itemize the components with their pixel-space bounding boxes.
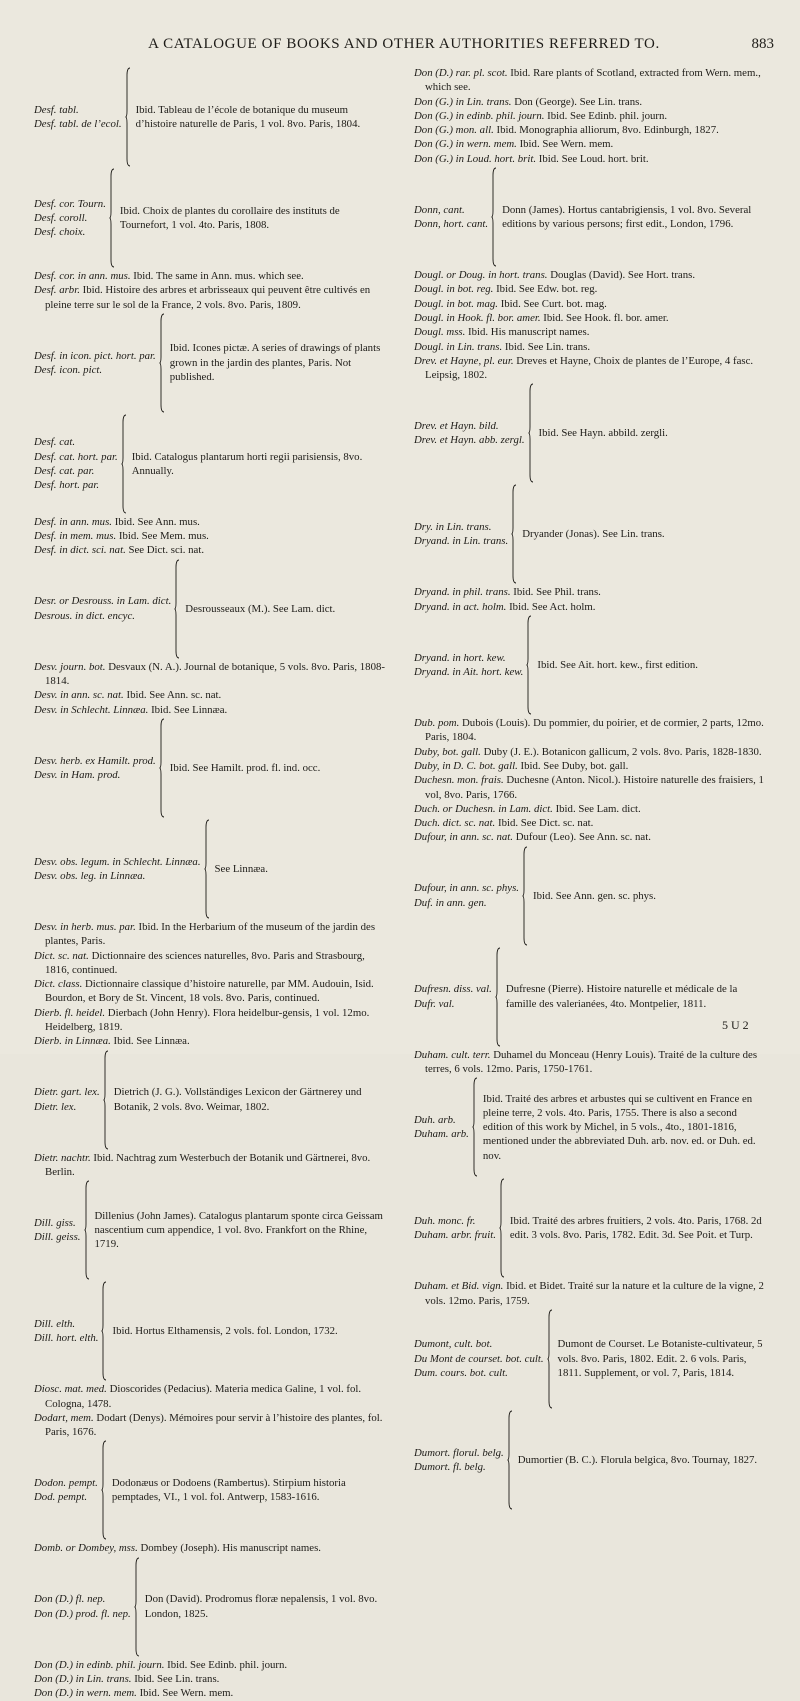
brace [511, 484, 517, 584]
entry-description: Ibid. Tableau de l’école de botanique du museum d’histoire naturelle de Paris, 1 vol. 8vo. Paris, 1804. [135, 103, 361, 130]
entry-description: Ibid. Traité des arbres et arbustes qui se cultivent en France en pleine terre, 2 vols. 4to. Paris, 1755. There is also a second edition of this work by Michel, in 5 vols., 4to., 1801-1816, mentioned under the abbreviated Duh. arb. nov. ed. or Duh. ed. nov. [482, 1092, 756, 1162]
brace-icon [507, 1410, 513, 1510]
abbreviation: Dryand. in act. holm. [414, 600, 507, 613]
brace-icon [526, 615, 532, 715]
brace [547, 1309, 553, 1409]
abbreviation: Dumort. florul. belg. [414, 1446, 504, 1459]
brace-icon [101, 1440, 107, 1540]
brace [204, 819, 210, 919]
abbreviation: Dict. sc. nat. [34, 949, 89, 962]
abbreviation-list [34, 197, 106, 240]
running-header [34, 36, 774, 58]
abbreviation: Don (D.) rar. pl. scot. [414, 67, 508, 79]
abbreviation: Dill. hort. elth. [34, 1332, 99, 1345]
entry-description: See Dict. sci. nat. [128, 544, 205, 557]
entry-description: Ibid. The same in Ann. mus. which see. [133, 270, 304, 282]
abbreviation: Desv. herb. ex Hamilt. prod. [34, 754, 156, 767]
catalogue-entry [414, 600, 769, 614]
catalogue-entry [414, 340, 769, 354]
entry-description: Duchesne (Anton. Nicol.). Histoire naturelle des fraisiers, 1 vol, 8vo. Paris, 1766. [425, 774, 764, 801]
entry-description: Dufresne (Pierre). Histoire naturelle et médicale de la famille des valerianées, 4to. Montpelier, 1811. [505, 983, 738, 1010]
entry-description: See Linnæa. [214, 862, 268, 875]
entry-description: Dictionnaire classique d’histoire naturelle, par MM. Audouin, Isid. Bourdon, et Bory de St. Vincent, 18 vols. 8vo. Paris, continued. [45, 978, 374, 1005]
brace [495, 947, 501, 1047]
bracketed-entry [414, 167, 769, 267]
abbreviation: Dufour, in ann. sc. nat. [414, 831, 513, 844]
entry-description: Ibid. See Linnæa. [113, 1035, 190, 1048]
catalogue-entry [414, 585, 769, 599]
bracketed-entry [34, 414, 389, 514]
abbreviation: Dumort. fl. belg. [414, 1460, 486, 1473]
abbreviation: Duchesn. mon. frais. [414, 774, 504, 787]
entry-description: Ibid. See Curt. bot. mag. [500, 297, 607, 310]
abbreviation: Don (D.) in Lin. trans. [34, 1673, 132, 1686]
abbreviation: Dougl. in Hook. fl. bor. amer. [414, 311, 541, 324]
brace [528, 383, 534, 483]
catalogue-entry [414, 759, 769, 773]
entry-description: Ibid. See Hayn. abbild. zergli. [538, 427, 668, 440]
bracketed-entry [414, 1410, 769, 1510]
abbreviation: Dufour, in ann. sc. phys. [414, 882, 519, 895]
bracketed-entry [34, 559, 389, 659]
catalogue-entry [414, 1279, 769, 1308]
brace-icon [495, 947, 501, 1047]
catalogue-entry [414, 311, 769, 325]
brace [109, 168, 115, 268]
abbreviation: Duby, bot. gall. [414, 745, 481, 758]
catalogue-entry [34, 1034, 389, 1048]
catalogue-entry [34, 1541, 389, 1555]
entry-description: Donn (James). Hortus cantabrigiensis, 1 vol. 8vo. Several editions by various persons; first edit., London, 1796. [502, 203, 752, 231]
catalogue-entry [414, 282, 769, 296]
entry-description: Ibid. See Ann. sc. nat. [126, 689, 222, 702]
brace [101, 1440, 107, 1540]
abbreviation: Dum. cours. bot. cult. [414, 1367, 508, 1380]
abbreviation: Duby, in D. C. bot. gall. [414, 759, 518, 772]
entry-description: Dombey (Joseph). His manuscript names. [140, 1542, 322, 1555]
catalogue-entry [414, 268, 769, 282]
abbreviation-list [414, 419, 525, 448]
abbreviation: Duf. in ann. gen. [414, 896, 487, 909]
catalogue-entry [414, 745, 769, 759]
entry-description: Ibid. See Edinb. phil. journ. [167, 1658, 288, 1671]
brace-icon [84, 1180, 90, 1280]
brace-icon [134, 1557, 140, 1657]
bracketed-entry [414, 615, 769, 715]
abbreviation: Dill. giss. [34, 1216, 76, 1229]
entry-description: Ibid. Catalogus plantarum horti regii parisiensis, 8vo. Annually. [131, 450, 363, 477]
brace [159, 718, 165, 818]
abbreviation: Dietr. lex. [34, 1100, 77, 1113]
entry-description: Dodart (Denys). Mémoires pour servir à l’histoire des plantes, fol. Paris, 1676. [45, 1411, 383, 1439]
entry-description: Dodonæus or Dodoens (Rambertus). Stirpium historia pemptades, VI., 1 vol. fol. Antwerp, 1583-1616. [111, 1477, 346, 1504]
abbreviation: Dodon. pempt. [34, 1477, 98, 1490]
bracketed-entry [34, 313, 389, 413]
brace [84, 1180, 90, 1280]
entry-description: Ibid. See Hook. fl. bor. amer. [543, 311, 669, 324]
brace-icon [204, 819, 210, 919]
brace-icon [547, 1309, 553, 1409]
abbreviation: Dod. pempt. [34, 1491, 88, 1504]
abbreviation-list [414, 1214, 496, 1243]
bracketed-entry [414, 1309, 769, 1409]
abbreviation: Dodart, mem. [34, 1411, 94, 1424]
brace-icon [522, 846, 528, 946]
bracketed-entry [414, 846, 769, 946]
entry-description: Ibid. Icones pictæ. A series of drawings of plants grown in the jardin des plantes, Paris. Not published. [169, 342, 381, 384]
entry-description: Dufour (Leo). See Ann. sc. nat. [515, 831, 651, 844]
abbreviation: Dougl. in bot. reg. [414, 283, 494, 296]
brace-icon [109, 168, 115, 268]
abbreviation: Desf. coroll. [34, 211, 88, 224]
catalogue-entry [34, 920, 389, 949]
abbreviation: Dierb. in Linnæa. [34, 1035, 111, 1048]
abbreviation: Duh. arb. [414, 1114, 456, 1127]
abbreviation-list [414, 1113, 469, 1142]
entry-description: Ibid. His manuscript names. [468, 326, 590, 339]
catalogue-entry [414, 802, 769, 816]
catalogue-entry [414, 109, 769, 123]
entry-description: Ibid. See Lin. trans. [134, 1673, 220, 1686]
brace [499, 1178, 505, 1278]
entry-description: Ibid. Monographia alliorum, 8vo. Edinburgh, 1827. [496, 124, 719, 137]
entry-description: Dioscorides (Pedacius). Materia medica Galine, 1 vol. fol. Cologna, 1478. [45, 1383, 362, 1410]
abbreviation-list [34, 1216, 81, 1245]
brace [174, 559, 180, 659]
catalogue-entry [34, 269, 389, 283]
abbreviation-list [414, 520, 508, 549]
entry-description: Dreves et Hayne, Choix de plantes de l’Europe, 4 fasc. Leipsig, 1802. [425, 354, 754, 382]
abbreviation: Dict. class. [34, 978, 83, 991]
abbreviation-list [34, 1592, 131, 1621]
entry-description: Ibid. See Ann. gen. sc. phys. [532, 889, 656, 902]
abbreviation: Duch. dict. sc. nat. [414, 817, 496, 830]
abbreviation: Desf. choix. [34, 226, 86, 239]
entry-description: Ibid. In the Herbarium of the museum of the jardin des plantes, Paris. [45, 920, 376, 948]
catalogue-entry [414, 297, 769, 311]
abbreviation-list [34, 1085, 100, 1114]
abbreviation: Desf. in dict. sci. nat. [34, 544, 126, 557]
entry-description: Ibid. See Wern. mem. [139, 1687, 234, 1700]
entry-description: Ibid. See Linnæa. [151, 703, 228, 716]
catalogue-entry [34, 977, 389, 1006]
abbreviation-list [34, 1317, 98, 1346]
entry-description: Ibid. Traité des arbres fruitiers, 2 vols. 4to. Paris, 1768. 2d edit. 3 vols. 8vo. Paris, 1782. Edit. 3d. See Poit. et Turp. [509, 1215, 762, 1242]
abbreviation-list [34, 435, 118, 492]
abbreviation: Desf. cat. [34, 436, 76, 449]
abbreviation-list [34, 754, 156, 783]
entry-description: Dryander (Jonas). See Lin. trans. [522, 528, 665, 541]
brace-icon [499, 1178, 505, 1278]
catalogue-entry [34, 688, 389, 702]
abbreviation: Dryand. in Ait. hort. kew. [414, 666, 524, 679]
abbreviation-list [414, 881, 519, 910]
catalogue-entry [34, 529, 389, 543]
brace-icon [472, 1077, 478, 1177]
abbreviation: Don (D.) fl. nep. [34, 1593, 106, 1606]
entry-description: Ibid. See Phil. trans. [513, 586, 601, 599]
abbreviation: Desv. in Ham. prod. [34, 768, 121, 781]
abbreviation: Desrous. in dict. encyc. [34, 609, 135, 622]
entry-description: Dubois (Louis). Du pommier, du poirier, et de cormier, 2 parts, 12mo. Paris, 1804. [425, 717, 764, 744]
brace [134, 1557, 140, 1657]
brace-icon [159, 718, 165, 818]
abbreviation: Don (G.) mon. all. [414, 124, 494, 137]
brace [103, 1050, 109, 1150]
abbreviation-list [34, 855, 201, 884]
abbreviation: Dougl. or Doug. in hort. trans. [414, 269, 548, 282]
abbreviation: Don (G.) in wern. mem. [414, 138, 517, 151]
page-number: 883 [751, 36, 774, 52]
brace [125, 67, 131, 167]
bracketed-entry [34, 1281, 389, 1381]
left-column [34, 66, 389, 1701]
abbreviation: Dill. geiss. [34, 1231, 81, 1244]
bracketed-entry [414, 383, 769, 483]
abbreviation: Diosc. mat. med. [34, 1383, 107, 1396]
entry-description: Ibid. See Hamilt. prod. fl. ind. occ. [169, 761, 321, 774]
abbreviation: Don (G.) in Lin. trans. [414, 95, 512, 108]
entry-description: Ibid. Rare plants of Scotland, extracted from Wern. mem., which see. [425, 67, 761, 94]
brace-icon [121, 414, 127, 514]
abbreviation: Duh. monc. fr. [414, 1215, 476, 1228]
abbreviation: Desv. in ann. sc. nat. [34, 689, 124, 702]
entry-description: Ibid. See Mem. mus. [118, 530, 209, 543]
abbreviation: Desf. tabl. de l’ecol. [34, 118, 122, 130]
abbreviation: Desf. hort. par. [34, 479, 100, 492]
brace-icon [528, 383, 534, 483]
entry-description: Ibid. Histoire des arbres et arbrisseaux qui peuvent être cultivés en pleine terre sur le sol de la France, 2 vols. 8vo. Paris, 1809. [45, 284, 371, 311]
entry-description: Ibid. Nachtrag zum Westerbuch der Botanik und Gärtnerei, 8vo. Berlin. [45, 1151, 371, 1178]
catalogue-entry [414, 1048, 769, 1077]
abbreviation: Desr. or Desrouss. in Lam. dict. [34, 595, 172, 608]
catalogue-entry [34, 283, 389, 312]
entry-description: Ibid. See Edw. bot. reg. [496, 283, 598, 296]
catalogue-entry [34, 1672, 389, 1686]
catalogue-entry [34, 1006, 389, 1035]
abbreviation: Desf. in icon. pict. hort. par. [34, 349, 156, 362]
catalogue-entry [414, 137, 769, 151]
abbreviation-list [34, 349, 156, 378]
abbreviation: Duham. cult. terr. [414, 1048, 491, 1061]
abbreviation: Desf. cat. par. [34, 464, 95, 477]
abbreviation: Don (D.) in edinb. phil. journ. [34, 1658, 165, 1671]
catalogue-entry [414, 716, 769, 745]
abbreviation: Dufr. val. [414, 997, 455, 1010]
brace [121, 414, 127, 514]
abbreviation-list [414, 203, 488, 232]
abbreviation: Desf. icon. pict. [34, 363, 103, 376]
entry-description: Duby (J. E.). Botanicon gallicum, 2 vols. 8vo. Paris, 1828-1830. [483, 745, 762, 758]
brace-icon [101, 1281, 107, 1381]
abbreviation: Duham. arbr. fruit. [414, 1229, 496, 1242]
abbreviation: Dietr. nachtr. [34, 1151, 91, 1164]
catalogue-entry [34, 1686, 389, 1700]
abbreviation: Dub. pom. [414, 717, 460, 730]
abbreviation: Duham. arb. [414, 1128, 469, 1141]
brace-icon [174, 559, 180, 659]
catalogue-entry [34, 543, 389, 557]
entry-description: Ibid. See Act. holm. [509, 600, 596, 613]
abbreviation: Donn, hort. cant. [414, 218, 489, 231]
catalogue-entry [34, 1151, 389, 1180]
brace [159, 313, 165, 413]
abbreviation: Dryand. in Lin. trans. [414, 535, 509, 548]
abbreviation: Desf. cor. in ann. mus. [34, 270, 131, 282]
abbreviation-list [34, 594, 171, 623]
abbreviation: Dryand. in hort. kew. [414, 651, 506, 664]
abbreviation: Drev. et Hayn. abb. zergl. [414, 434, 525, 447]
abbreviation: Desf. in mem. mus. [34, 530, 117, 543]
entry-description: Ibid. See Duby, bot. gall. [520, 759, 629, 772]
catalogue-entry [414, 325, 769, 339]
entry-description: Ibid. See Dict. sc. nat. [497, 817, 594, 830]
entry-description: Ibid. See Edinb. phil. journ. [547, 109, 668, 122]
abbreviation: Dougl. in bot. mag. [414, 297, 498, 310]
bracketed-entry [34, 1180, 389, 1280]
brace-icon [159, 313, 165, 413]
abbreviation: Desf. cat. hort. par. [34, 450, 118, 463]
bracketed-entry [414, 484, 769, 584]
abbreviation: Duch. or Duchesn. in Lam. dict. [414, 802, 553, 815]
abbreviation: Desf. in ann. mus. [34, 515, 112, 528]
catalogue-entry [34, 1382, 389, 1411]
abbreviation-list [34, 103, 122, 132]
entry-description: Dietrich (J. G.). Vollständiges Lexicon der Gärtnerey und Botanik, 2 vols. 8vo. Weimar, 1802. [113, 1086, 362, 1113]
abbreviation: Domb. or Dombey, mss. [34, 1542, 138, 1555]
right-column [414, 66, 769, 1511]
abbreviation: Du Mont de courset. bot. cult. [414, 1352, 544, 1365]
abbreviation: Desf. tabl. [34, 103, 79, 116]
entry-description: Ibid. Hortus Elthamensis, 2 vols. fol. London, 1732. [112, 1325, 338, 1338]
abbreviation: Dietr. gart. lex. [34, 1086, 100, 1099]
abbreviation: Don (G.) in Loud. hort. brit. [414, 152, 537, 165]
catalogue-entry [414, 816, 769, 830]
catalogue-entry [414, 152, 769, 166]
bracketed-entry [414, 947, 769, 1047]
entry-description: Douglas (David). See Hort. trans. [550, 269, 696, 282]
abbreviation: Desv. obs. leg. in Linnæa. [34, 869, 146, 882]
entry-description: Dillenius (John James). Catalogus plantarum sponte circa Geissam nascentium cum appendice, 1 vol. 8vo. Frankfort on the Rhine, 1719. [94, 1209, 383, 1251]
entry-description: Ibid. See Wern. mem. [519, 138, 614, 151]
brace-icon [511, 484, 517, 584]
entry-description: Ibid. et Bidet. Traité sur la nature et la culture de la vigne, 2 vols. 12mo. Paris, 1759. [425, 1280, 764, 1307]
brace [522, 846, 528, 946]
entry-description: Dictionnaire des sciences naturelles, 8vo. Paris and Strasbourg, 1816, continued. [45, 949, 365, 976]
abbreviation: Duham. et Bid. vign. [414, 1280, 504, 1293]
brace-icon [491, 167, 497, 267]
abbreviation: Desf. arbr. [34, 284, 80, 297]
catalogue-entry [414, 95, 769, 109]
brace-icon [103, 1050, 109, 1150]
entry-description: Don (David). Prodromus floræ nepalensis, 1 vol. 8vo. London, 1825. [144, 1593, 378, 1620]
abbreviation: Dill. elth. [34, 1317, 76, 1330]
signature-mark: 5 U 2 [722, 1018, 749, 1032]
abbreviation: Don (D.) prod. fl. nep. [34, 1607, 131, 1620]
brace [472, 1077, 478, 1177]
brace [526, 615, 532, 715]
abbreviation: Desv. obs. legum. in Schlecht. Linnæa. [34, 855, 201, 868]
entry-description: Dierbach (John Henry). Flora heidelbur-gensis, 1 vol. 12mo. Heidelberg, 1819. [45, 1006, 370, 1034]
bracketed-entry [34, 819, 389, 919]
abbreviation: Dry. in Lin. trans. [414, 521, 492, 534]
abbreviation: Dougl. mss. [414, 326, 466, 339]
abbreviation: Dougl. in Lin. trans. [414, 340, 503, 353]
entry-description: Ibid. See Lam. dict. [555, 802, 641, 815]
bracketed-entry [34, 168, 389, 268]
abbreviation-list [34, 1476, 98, 1505]
catalogue-entry [34, 1658, 389, 1672]
entry-description: Dumont de Courset. Le Botaniste-cultivateur, 5 vols. 8vo. Paris, 1802. Edit. 2. 6 vols. Paris, 1811. Supplement, or vol. 7, Paris, 1814. [557, 1338, 763, 1380]
brace [101, 1281, 107, 1381]
abbreviation: Desv. journ. bot. [34, 660, 106, 673]
bracketed-entry [34, 1050, 389, 1150]
entry-description: Ibid. See Ann. mus. [114, 515, 200, 528]
abbreviation-list [414, 1446, 504, 1475]
bracketed-entry [414, 1178, 769, 1278]
entry-description: Dumortier (B. C.). Florula belgica, 8vo. Tournay, 1827. [517, 1453, 758, 1466]
entry-description: Ibid. Choix de plantes du corollaire des instituts de Tournefort, 1 vol. 4to. Paris, 1808. [119, 204, 340, 231]
brace [491, 167, 497, 267]
abbreviation: Desv. in herb. mus. par. [34, 920, 136, 933]
catalogue-entry [34, 515, 389, 529]
abbreviation-list [414, 651, 523, 680]
running-title: A CATALOGUE OF BOOKS AND OTHER AUTHORITIES REFERRED TO. [148, 36, 660, 52]
abbreviation: Donn, cant. [414, 203, 465, 216]
bracketed-entry [414, 1077, 769, 1177]
bracketed-entry [34, 1440, 389, 1540]
catalogue-entry [34, 1411, 389, 1440]
catalogue-entry [414, 354, 769, 383]
abbreviation: Don (G.) in edinb. phil. journ. [414, 109, 545, 122]
catalogue-entry [34, 660, 389, 689]
abbreviation: Don (D.) in wern. mem. [34, 1687, 137, 1700]
entry-description: Desrousseaux (M.). See Lam. dict. [185, 602, 336, 615]
bracketed-entry [34, 1557, 389, 1657]
entry-description: Don (George). See Lin. trans. [514, 95, 643, 108]
abbreviation: Dierb. fl. heidel. [34, 1006, 106, 1019]
abbreviation: Dryand. in phil. trans. [414, 586, 511, 599]
abbreviation: Drev. et Hayn. bild. [414, 420, 499, 433]
abbreviation: Drev. et Hayne, pl. eur. [414, 354, 514, 367]
entry-description: Ibid. See Loud. hort. brit. [538, 152, 649, 165]
abbreviation-list [414, 982, 492, 1011]
brace-icon [125, 67, 131, 167]
abbreviation: Desv. in Schlecht. Linnæa. [34, 703, 149, 716]
entry-description: Desvaux (N. A.). Journal de botanique, 5 vols. 8vo. Paris, 1808-1814. [45, 660, 385, 688]
catalogue-entry [34, 949, 389, 978]
catalogue-entry [414, 66, 769, 95]
catalogue-entry [34, 703, 389, 717]
entry-description: Ibid. See Lin. trans. [504, 340, 591, 353]
catalogue-entry [414, 773, 769, 802]
catalogue-entry [414, 830, 769, 844]
abbreviation-list [414, 1337, 544, 1380]
catalogue-entry [414, 123, 769, 137]
abbreviation: Desf. cor. Tourn. [34, 197, 106, 210]
abbreviation: Dumont, cult. bot. [414, 1338, 493, 1351]
bracketed-entry [34, 67, 389, 167]
bracketed-entry [34, 718, 389, 818]
abbreviation: Dufresn. diss. val. [414, 983, 492, 996]
entry-description: Ibid. See Ait. hort. kew., first edition. [537, 658, 699, 671]
brace [507, 1410, 513, 1510]
entry-description: Duhamel du Monceau (Henry Louis). Traité de la culture des terres, 6 vols. 12mo. Paris, 1750-1761. [425, 1048, 758, 1076]
